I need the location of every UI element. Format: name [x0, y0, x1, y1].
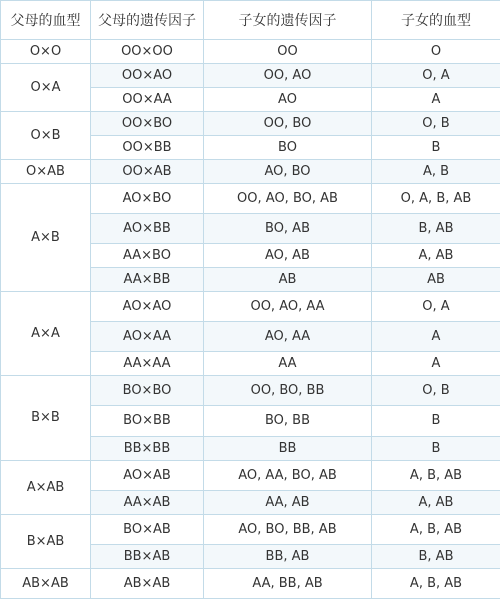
parent-genes-cell: OO×BB — [91, 135, 204, 159]
child-genes-cell: AO, AB — [204, 244, 372, 268]
table-row — [1, 183, 500, 213]
parent-blood-type-cell: A×B — [1, 183, 91, 291]
parent-genes-cell: OO×AA — [91, 87, 204, 111]
header-parent-genes: 父母的遗传因子 — [91, 1, 204, 40]
child-genes-cell: OO, AO, AA — [204, 291, 372, 321]
child-genes-cell: BO, BB — [204, 406, 372, 436]
parent-genes-cell: AO×AO — [91, 291, 204, 321]
child-blood-type-cell: A — [372, 352, 500, 376]
parent-blood-type-cell: O×O — [1, 40, 91, 64]
parent-blood-type-cell: A×AB — [1, 460, 91, 514]
parent-genes-cell: AO×BO — [91, 183, 204, 213]
header-child-blood-type: 子女的血型 — [372, 1, 500, 40]
child-blood-type-cell: B, AB — [372, 544, 500, 568]
parent-blood-type-cell: A×A — [1, 291, 91, 375]
child-genes-cell: BO — [204, 135, 372, 159]
child-genes-cell: AO, AA — [204, 322, 372, 352]
child-genes-cell: AO, BO, BB, AB — [204, 514, 372, 544]
child-blood-type-cell: O, A — [372, 291, 500, 321]
header-row — [1, 1, 500, 40]
child-blood-type-cell: A, B — [372, 159, 500, 183]
table-row — [1, 568, 500, 598]
child-genes-cell: AA — [204, 352, 372, 376]
child-blood-type-cell: O — [372, 40, 500, 64]
parent-genes-cell: AB×AB — [91, 568, 204, 598]
parent-genes-cell: OO×AB — [91, 159, 204, 183]
table-row — [1, 291, 500, 321]
child-genes-cell: OO, AO — [204, 63, 372, 87]
table-row — [1, 63, 500, 87]
parent-genes-cell: AA×BB — [91, 267, 204, 291]
parent-genes-cell: AO×BB — [91, 213, 204, 243]
parent-genes-cell: BB×BB — [91, 436, 204, 460]
child-genes-cell: BO, AB — [204, 213, 372, 243]
parent-genes-cell: BO×BB — [91, 406, 204, 436]
parent-genes-cell: OO×OO — [91, 40, 204, 64]
child-blood-type-cell: O, B — [372, 111, 500, 135]
child-blood-type-cell: O, B — [372, 376, 500, 406]
table-row — [1, 111, 500, 135]
child-blood-type-cell: A — [372, 322, 500, 352]
parent-genes-cell: BO×BO — [91, 376, 204, 406]
child-genes-cell: OO, BO — [204, 111, 372, 135]
parent-blood-type-cell: AB×AB — [1, 568, 91, 598]
child-genes-cell: OO, AO, BO, AB — [204, 183, 372, 213]
parent-genes-cell: BO×AB — [91, 514, 204, 544]
parent-blood-type-cell: O×A — [1, 63, 91, 111]
parent-blood-type-cell: O×AB — [1, 159, 91, 183]
child-genes-cell: AO, AA, BO, AB — [204, 460, 372, 490]
parent-genes-cell: AO×AB — [91, 460, 204, 490]
child-blood-type-cell: A, B, AB — [372, 568, 500, 598]
header-parent-blood-type: 父母的血型 — [1, 1, 91, 40]
child-genes-cell: AA, AB — [204, 490, 372, 514]
child-blood-type-cell: B — [372, 436, 500, 460]
child-blood-type-cell: B, AB — [372, 213, 500, 243]
table-row — [1, 159, 500, 183]
child-blood-type-cell: A, AB — [372, 244, 500, 268]
child-blood-type-cell: A — [372, 87, 500, 111]
child-blood-type-cell: O, A — [372, 63, 500, 87]
child-blood-type-cell: B — [372, 135, 500, 159]
table-row — [1, 460, 500, 490]
child-blood-type-cell: O, A, B, AB — [372, 183, 500, 213]
parent-genes-cell: AO×AA — [91, 322, 204, 352]
parent-blood-type-cell: B×B — [1, 376, 91, 460]
child-genes-cell: AA, BB, AB — [204, 568, 372, 598]
parent-genes-cell: OO×BO — [91, 111, 204, 135]
table-header — [1, 1, 500, 40]
table-row — [1, 514, 500, 544]
child-blood-type-cell: A, B, AB — [372, 514, 500, 544]
child-blood-type-cell: B — [372, 406, 500, 436]
parent-genes-cell: AA×BO — [91, 244, 204, 268]
child-genes-cell: AO, BO — [204, 159, 372, 183]
parent-genes-cell: AA×AA — [91, 352, 204, 376]
child-genes-cell: BB — [204, 436, 372, 460]
child-genes-cell: AO — [204, 87, 372, 111]
child-blood-type-cell: A, B, AB — [372, 460, 500, 490]
child-genes-cell: OO, BO, BB — [204, 376, 372, 406]
child-blood-type-cell: A, AB — [372, 490, 500, 514]
child-blood-type-cell: AB — [372, 267, 500, 291]
parent-genes-cell: AA×AB — [91, 490, 204, 514]
parent-blood-type-cell: O×B — [1, 111, 91, 159]
header-child-genes: 子女的遗传因子 — [204, 1, 372, 40]
table-row — [1, 40, 500, 64]
parent-blood-type-cell: B×AB — [1, 514, 91, 568]
table-body — [1, 40, 500, 599]
child-genes-cell: AB — [204, 267, 372, 291]
parent-genes-cell: BB×AB — [91, 544, 204, 568]
table-row — [1, 376, 500, 406]
child-genes-cell: BB, AB — [204, 544, 372, 568]
parent-genes-cell: OO×AO — [91, 63, 204, 87]
child-genes-cell: OO — [204, 40, 372, 64]
